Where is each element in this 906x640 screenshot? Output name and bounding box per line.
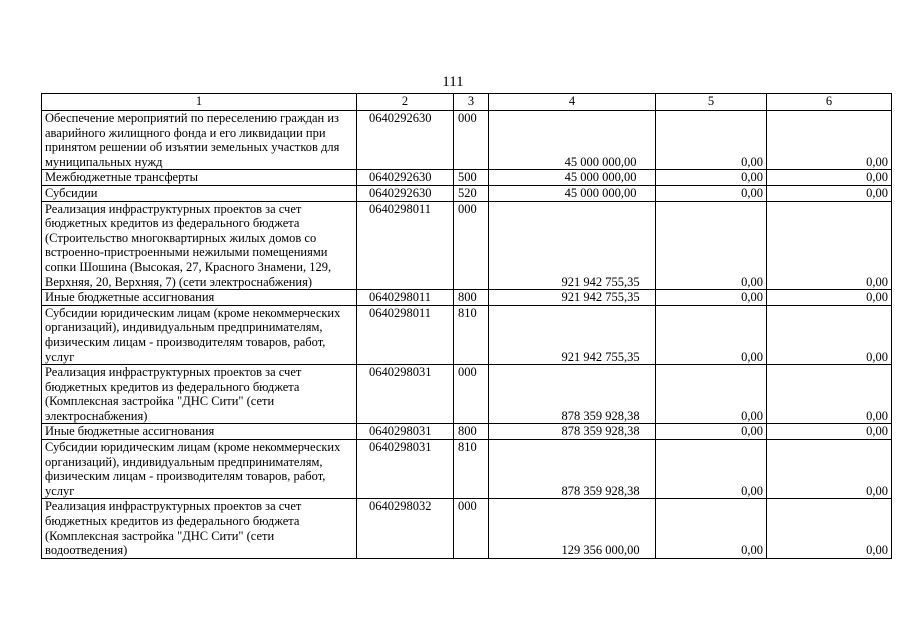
row-amount-col-5: 0,00 [656, 365, 767, 424]
table-row [42, 424, 892, 440]
header-col-6: 6 [767, 94, 892, 111]
row-amount-col-4: 878 359 928,38 [489, 440, 656, 499]
row-expense-type: 000 [454, 111, 489, 170]
row-code: 0640292630 [357, 111, 454, 170]
row-name: Иные бюджетные ассигнования [42, 424, 357, 440]
table-row [42, 305, 892, 364]
row-amount-col-6: 0,00 [767, 185, 892, 201]
row-code: 0640298031 [357, 424, 454, 440]
row-amount-col-5: 0,00 [656, 185, 767, 201]
row-amount-col-6: 0,00 [767, 170, 892, 186]
table-row [42, 290, 892, 306]
table-row [42, 440, 892, 499]
row-code: 0640298032 [357, 499, 454, 558]
row-expense-type: 500 [454, 170, 489, 186]
row-amount-col-6: 0,00 [767, 201, 892, 290]
row-amount-col-5: 0,00 [656, 499, 767, 558]
row-amount-col-6: 0,00 [767, 424, 892, 440]
row-amount-col-5: 0,00 [656, 290, 767, 306]
row-expense-type: 000 [454, 201, 489, 290]
header-col-2: 2 [357, 94, 454, 111]
row-expense-type: 520 [454, 185, 489, 201]
row-name: Реализация инфраструктурных проектов за счет бюджетных кредитов из федерального бюджета (Строительство многоквартирных жилых домов со встроенно-пристроенными нежилыми помещениями сопки Шошина (Высокая, 27, Красного Знамени, 129, Верхняя, 20, Верхняя, 7) (сети электроснабжения) [42, 201, 357, 290]
header-col-5: 5 [656, 94, 767, 111]
row-name: Иные бюджетные ассигнования [42, 290, 357, 306]
row-amount-col-4: 45 000 000,00 [489, 170, 656, 186]
row-amount-col-5: 0,00 [656, 424, 767, 440]
row-name: Обеспечение мероприятий по переселению граждан из аварийного жилищного фонда и его ликвидации при принятом решении об изъятии земельных участков для муниципальных нужд [42, 111, 357, 170]
row-amount-col-5: 0,00 [656, 111, 767, 170]
row-amount-col-6: 0,00 [767, 440, 892, 499]
row-code: 0640292630 [357, 185, 454, 201]
row-expense-type: 810 [454, 440, 489, 499]
row-amount-col-5: 0,00 [656, 305, 767, 364]
row-amount-col-4: 921 942 755,35 [489, 290, 656, 306]
row-code: 0640298011 [357, 305, 454, 364]
row-amount-col-4: 878 359 928,38 [489, 365, 656, 424]
row-code: 0640298031 [357, 440, 454, 499]
header-col-3: 3 [454, 94, 489, 111]
row-amount-col-4: 129 356 000,00 [489, 499, 656, 558]
row-name: Межбюджетные трансферты [42, 170, 357, 186]
table-row [42, 499, 892, 558]
row-code: 0640298011 [357, 201, 454, 290]
row-amount-col-6: 0,00 [767, 499, 892, 558]
row-amount-col-4: 45 000 000,00 [489, 185, 656, 201]
table-row [42, 365, 892, 424]
row-amount-col-4: 921 942 755,35 [489, 201, 656, 290]
table-row [42, 201, 892, 290]
row-name: Субсидии юридическим лицам (кроме некоммерческих организаций), индивидуальным предпринимателям, физическим лицам - производителям товаров, работ, услуг [42, 440, 357, 499]
table-row [42, 185, 892, 201]
row-name: Реализация инфраструктурных проектов за счет бюджетных кредитов из федерального бюджета (Комплексная застройка "ДНС Сити" (сети водоотведения) [42, 499, 357, 558]
row-amount-col-6: 0,00 [767, 365, 892, 424]
row-expense-type: 810 [454, 305, 489, 364]
table-row [42, 111, 892, 170]
row-code: 0640292630 [357, 170, 454, 186]
row-amount-col-6: 0,00 [767, 305, 892, 364]
row-expense-type: 800 [454, 290, 489, 306]
row-amount-col-4: 45 000 000,00 [489, 111, 656, 170]
header-row [42, 94, 892, 111]
page-number: 111 [442, 74, 464, 90]
header-col-4: 4 [489, 94, 656, 111]
row-amount-col-4: 878 359 928,38 [489, 424, 656, 440]
row-code: 0640298011 [357, 290, 454, 306]
row-amount-col-5: 0,00 [656, 170, 767, 186]
row-amount-col-6: 0,00 [767, 111, 892, 170]
row-name: Субсидии [42, 185, 357, 201]
row-amount-col-5: 0,00 [656, 201, 767, 290]
row-code: 0640298031 [357, 365, 454, 424]
budget-table [41, 93, 892, 559]
row-name: Реализация инфраструктурных проектов за счет бюджетных кредитов из федерального бюджета (Комплексная застройка "ДНС Сити" (сети электроснабжения) [42, 365, 357, 424]
table-row [42, 170, 892, 186]
row-expense-type: 000 [454, 365, 489, 424]
row-amount-col-6: 0,00 [767, 290, 892, 306]
header-col-1: 1 [42, 94, 357, 111]
row-amount-col-4: 921 942 755,35 [489, 305, 656, 364]
row-expense-type: 800 [454, 424, 489, 440]
row-amount-col-5: 0,00 [656, 440, 767, 499]
row-expense-type: 000 [454, 499, 489, 558]
row-name: Субсидии юридическим лицам (кроме некоммерческих организаций), индивидуальным предпринимателям, физическим лицам - производителям товаров, работ, услуг [42, 305, 357, 364]
